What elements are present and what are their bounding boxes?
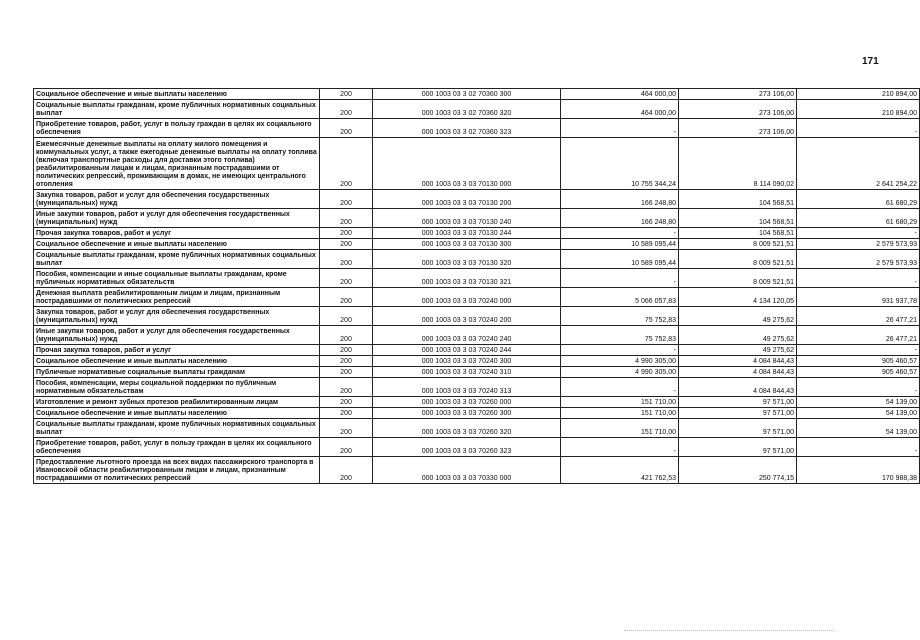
table-row [34, 119, 920, 138]
row-approved-cell: 75 752,83 [561, 326, 679, 345]
row-unexecuted-cell: 905 460,57 [797, 367, 920, 378]
row-name-cell: Социальные выплаты гражданам, кроме публичных нормативных социальных выплат [34, 100, 320, 119]
table-row [34, 438, 920, 457]
table-row [34, 269, 920, 288]
row-code-cell: 200 [320, 100, 373, 119]
table-row [34, 228, 920, 239]
row-code-cell: 200 [320, 378, 373, 397]
row-executed-cell: 4 134 120,05 [679, 288, 797, 307]
table-row [34, 378, 920, 397]
row-code-cell: 200 [320, 345, 373, 356]
row-kbk-cell: 000 1003 03 3 03 70260 300 [373, 408, 561, 419]
row-code-cell: 200 [320, 438, 373, 457]
table-row [34, 190, 920, 209]
row-executed-cell: 49 275,62 [679, 326, 797, 345]
row-executed-cell: 49 275,62 [679, 345, 797, 356]
row-approved-cell: - [561, 345, 679, 356]
table-body [34, 89, 920, 484]
row-kbk-cell: 000 1003 03 3 03 70240 310 [373, 367, 561, 378]
row-executed-cell: 4 084 844,43 [679, 378, 797, 397]
row-unexecuted-cell: 26 477,21 [797, 326, 920, 345]
row-unexecuted-cell: 210 894,00 [797, 100, 920, 119]
row-unexecuted-cell: 2 641 254,22 [797, 138, 920, 190]
row-kbk-cell: 000 1003 03 3 02 70360 320 [373, 100, 561, 119]
table-row [34, 397, 920, 408]
row-kbk-cell: 000 1003 03 3 03 70260 323 [373, 438, 561, 457]
row-code-cell: 200 [320, 190, 373, 209]
row-approved-cell: 464 000,00 [561, 89, 679, 100]
row-approved-cell: 421 762,53 [561, 457, 679, 484]
row-code-cell: 200 [320, 209, 373, 228]
row-code-cell: 200 [320, 269, 373, 288]
row-approved-cell: - [561, 438, 679, 457]
row-approved-cell: 10 755 344,24 [561, 138, 679, 190]
row-executed-cell: 8 009 521,51 [679, 250, 797, 269]
row-unexecuted-cell: 931 937,78 [797, 288, 920, 307]
row-kbk-cell: 000 1003 03 3 03 70240 300 [373, 356, 561, 367]
row-approved-cell: 5 066 057,83 [561, 288, 679, 307]
row-code-cell: 200 [320, 367, 373, 378]
row-kbk-cell: 000 1003 03 3 03 70130 200 [373, 190, 561, 209]
row-code-cell: 200 [320, 228, 373, 239]
row-kbk-cell: 000 1003 03 3 03 70130 244 [373, 228, 561, 239]
row-code-cell: 200 [320, 326, 373, 345]
row-code-cell: 200 [320, 356, 373, 367]
row-executed-cell: 104 568,51 [679, 190, 797, 209]
table-row [34, 209, 920, 228]
row-unexecuted-cell: - [797, 378, 920, 397]
table-row [34, 307, 920, 326]
row-kbk-cell: 000 1003 03 3 02 70360 300 [373, 89, 561, 100]
table-row [34, 457, 920, 484]
row-executed-cell: 97 571,00 [679, 397, 797, 408]
row-executed-cell: 97 571,00 [679, 419, 797, 438]
row-approved-cell: 151 710,00 [561, 397, 679, 408]
row-unexecuted-cell: 54 139,00 [797, 397, 920, 408]
page-number: 171 [862, 56, 879, 67]
row-executed-cell: 273 106,00 [679, 89, 797, 100]
row-name-cell: Предоставление льготного проезда на всех видах пассажирского транспорта в Ивановской области реабилитированным лицам и лицам, признанным пострадавшими от политических репрессий [34, 457, 320, 484]
table-row [34, 367, 920, 378]
row-name-cell: Закупка товаров, работ и услуг для обеспечения государственных (муниципальных) нужд [34, 190, 320, 209]
row-unexecuted-cell: 905 460,57 [797, 356, 920, 367]
row-kbk-cell: 000 1003 03 3 03 70260 320 [373, 419, 561, 438]
table-row [34, 288, 920, 307]
row-executed-cell: 8 114 090,02 [679, 138, 797, 190]
table-row [34, 408, 920, 419]
row-kbk-cell: 000 1003 03 3 03 70240 244 [373, 345, 561, 356]
row-code-cell: 200 [320, 408, 373, 419]
row-name-cell: Социальное обеспечение и иные выплаты населению [34, 89, 320, 100]
row-unexecuted-cell: 26 477,21 [797, 307, 920, 326]
row-kbk-cell: 000 1003 03 3 03 70240 200 [373, 307, 561, 326]
table-row [34, 345, 920, 356]
row-kbk-cell: 000 1003 03 3 02 70360 323 [373, 119, 561, 138]
row-unexecuted-cell: 170 988,38 [797, 457, 920, 484]
row-unexecuted-cell: - [797, 228, 920, 239]
row-kbk-cell: 000 1003 03 3 03 70130 240 [373, 209, 561, 228]
table-row [34, 138, 920, 190]
row-name-cell: Денежная выплата реабилитированным лицам и лицам, признанным пострадавшими от политических репрессий [34, 288, 320, 307]
row-unexecuted-cell: 2 579 573,93 [797, 250, 920, 269]
row-unexecuted-cell: 54 139,00 [797, 408, 920, 419]
row-name-cell: Прочая закупка товаров, работ и услуг [34, 345, 320, 356]
row-approved-cell: 10 589 095,44 [561, 239, 679, 250]
row-approved-cell: - [561, 119, 679, 138]
row-code-cell: 200 [320, 89, 373, 100]
table-row [34, 250, 920, 269]
table-row [34, 239, 920, 250]
row-name-cell: Иные закупки товаров, работ и услуг для обеспечения государственных (муниципальных) нужд [34, 326, 320, 345]
row-executed-cell: 8 009 521,51 [679, 269, 797, 288]
row-unexecuted-cell: 61 680,29 [797, 190, 920, 209]
row-name-cell: Закупка товаров, работ и услуг для обеспечения государственных (муниципальных) нужд [34, 307, 320, 326]
row-name-cell: Социальные выплаты гражданам, кроме публичных нормативных социальных выплат [34, 250, 320, 269]
row-kbk-cell: 000 1003 03 3 03 70240 313 [373, 378, 561, 397]
row-approved-cell: 75 752,83 [561, 307, 679, 326]
row-kbk-cell: 000 1003 03 3 03 70130 000 [373, 138, 561, 190]
row-approved-cell: 166 248,80 [561, 209, 679, 228]
row-approved-cell: 4 990 305,00 [561, 367, 679, 378]
row-executed-cell: 8 009 521,51 [679, 239, 797, 250]
row-executed-cell: 4 084 844,43 [679, 367, 797, 378]
row-name-cell: Социальное обеспечение и иные выплаты населению [34, 239, 320, 250]
row-name-cell: Публичные нормативные социальные выплаты гражданам [34, 367, 320, 378]
row-unexecuted-cell: - [797, 438, 920, 457]
row-approved-cell: - [561, 378, 679, 397]
row-unexecuted-cell: 210 894,00 [797, 89, 920, 100]
row-approved-cell: 464 000,00 [561, 100, 679, 119]
row-unexecuted-cell: - [797, 119, 920, 138]
table-row [34, 89, 920, 100]
row-approved-cell: - [561, 228, 679, 239]
row-name-cell: Социальное обеспечение и иные выплаты населению [34, 356, 320, 367]
row-executed-cell: 273 106,00 [679, 119, 797, 138]
row-kbk-cell: 000 1003 03 3 03 70240 000 [373, 288, 561, 307]
row-name-cell: Иные закупки товаров, работ и услуг для обеспечения государственных (муниципальных) нужд [34, 209, 320, 228]
row-kbk-cell: 000 1003 03 3 03 70130 300 [373, 239, 561, 250]
table-row [34, 356, 920, 367]
row-code-cell: 200 [320, 119, 373, 138]
row-unexecuted-cell: 54 139,00 [797, 419, 920, 438]
row-approved-cell: 166 248,80 [561, 190, 679, 209]
row-kbk-cell: 000 1003 03 3 03 70260 000 [373, 397, 561, 408]
row-name-cell: Ежемесячные денежные выплаты на оплату жилого помещения и коммунальных услуг, а также ежегодные денежные выплаты на оплату топлива (включая транспортные расходы для доставки этого топлива) реабилитированным лицам и лицам, признанным пострадавшими от политических репрессий, проживающим в домах, не имеющих центрального отопления [34, 138, 320, 190]
table-row [34, 100, 920, 119]
row-approved-cell: 10 589 095,44 [561, 250, 679, 269]
row-name-cell: Пособия, компенсации, меры социальной поддержки по публичным нормативным обязательствам [34, 378, 320, 397]
row-name-cell: Изготовление и ремонт зубных протезов реабилитированным лицам [34, 397, 320, 408]
row-name-cell: Пособия, компенсации и иные социальные выплаты гражданам, кроме публичных нормативных обязательств [34, 269, 320, 288]
row-kbk-cell: 000 1003 03 3 03 70240 240 [373, 326, 561, 345]
row-code-cell: 200 [320, 239, 373, 250]
row-code-cell: 200 [320, 250, 373, 269]
row-name-cell: Социальные выплаты гражданам, кроме публичных нормативных социальных выплат [34, 419, 320, 438]
row-kbk-cell: 000 1003 03 3 03 70130 320 [373, 250, 561, 269]
row-name-cell: Прочая закупка товаров, работ и услуг [34, 228, 320, 239]
row-code-cell: 200 [320, 419, 373, 438]
row-approved-cell: 151 710,00 [561, 408, 679, 419]
row-code-cell: 200 [320, 307, 373, 326]
row-executed-cell: 104 568,51 [679, 209, 797, 228]
row-executed-cell: 49 275,62 [679, 307, 797, 326]
row-executed-cell: 97 571,00 [679, 408, 797, 419]
row-unexecuted-cell: 61 680,29 [797, 209, 920, 228]
row-unexecuted-cell: - [797, 345, 920, 356]
row-unexecuted-cell: - [797, 269, 920, 288]
row-code-cell: 200 [320, 138, 373, 190]
row-code-cell: 200 [320, 457, 373, 484]
row-approved-cell: 151 710,00 [561, 419, 679, 438]
row-code-cell: 200 [320, 397, 373, 408]
row-code-cell: 200 [320, 288, 373, 307]
row-approved-cell: - [561, 269, 679, 288]
row-executed-cell: 104 568,51 [679, 228, 797, 239]
row-executed-cell: 273 106,00 [679, 100, 797, 119]
row-unexecuted-cell: 2 579 573,93 [797, 239, 920, 250]
row-name-cell: Приобретение товаров, работ, услуг в пользу граждан в целях их социального обеспечения [34, 119, 320, 138]
row-executed-cell: 4 084 844,43 [679, 356, 797, 367]
row-kbk-cell: 000 1003 03 3 03 70330 000 [373, 457, 561, 484]
row-executed-cell: 250 774,15 [679, 457, 797, 484]
row-name-cell: Приобретение товаров, работ, услуг в пользу граждан в целях их социального обеспечения [34, 438, 320, 457]
row-kbk-cell: 000 1003 03 3 03 70130 321 [373, 269, 561, 288]
row-name-cell: Социальное обеспечение и иные выплаты населению [34, 408, 320, 419]
table-row [34, 326, 920, 345]
table-row [34, 419, 920, 438]
row-executed-cell: 97 571,00 [679, 438, 797, 457]
scan-noise-line [624, 630, 834, 632]
budget-table [33, 88, 920, 484]
row-approved-cell: 4 990 305,00 [561, 356, 679, 367]
